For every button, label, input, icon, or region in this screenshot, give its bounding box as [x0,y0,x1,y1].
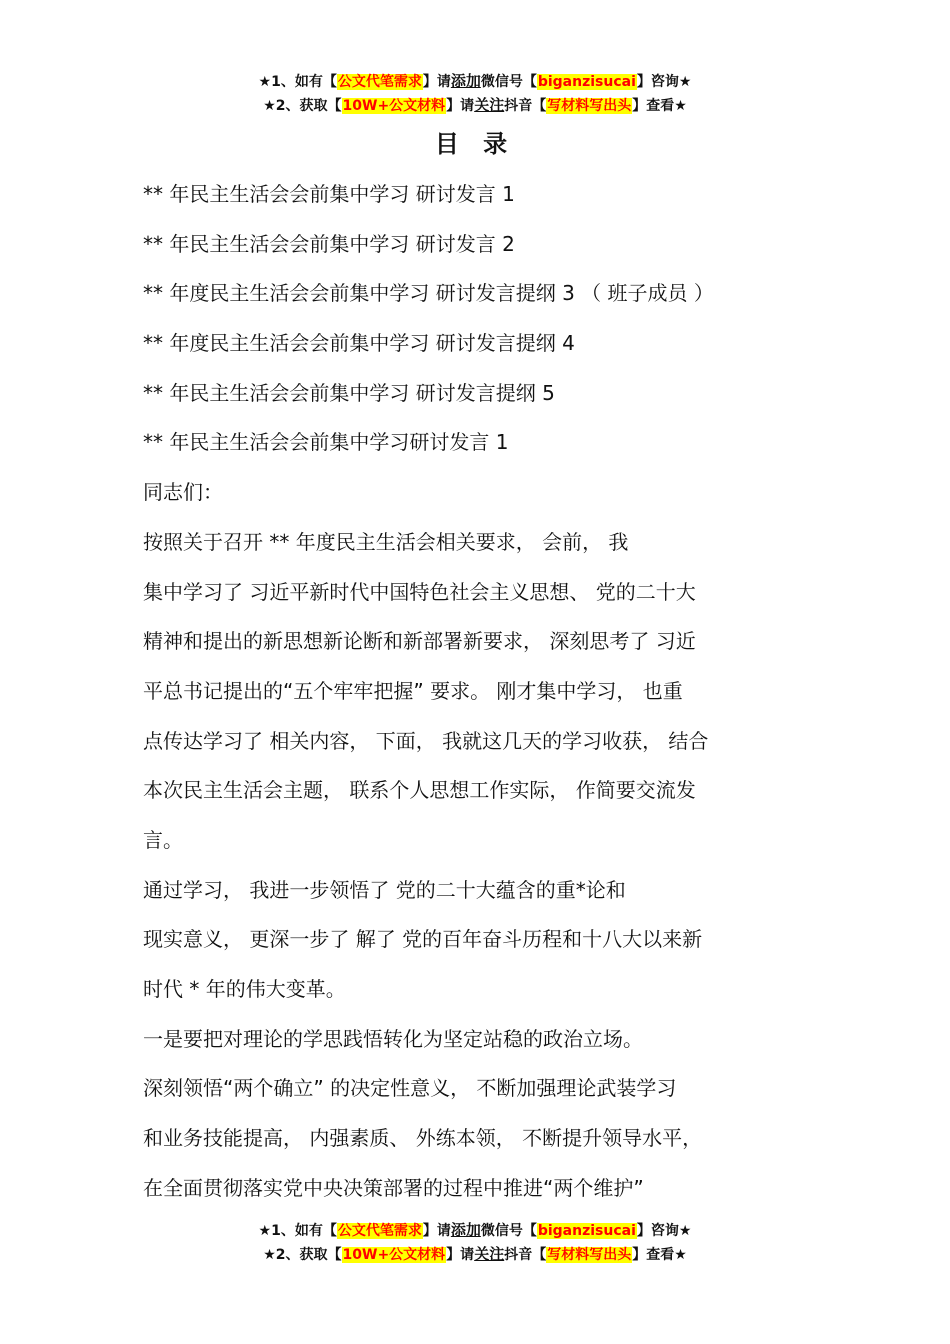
banner-highlight: biganzisucai [537,1223,636,1239]
banner-text: 】请 [446,1247,475,1263]
page-title: 目 录 [434,130,516,158]
banner-text: 】查看★ [632,1247,687,1263]
toc-entry: ** 年民主生活会会前集中学习 研讨发言 2 [143,231,515,256]
banner-highlight: 写材料写出头 [547,98,632,114]
banner-text: ★2、获取【 [263,1247,342,1263]
body-line: 时代 * 年的伟大变革。 [143,977,346,1001]
body-line: 点传达学习了 相关内容， 下面， 我就这几天的学习收获， 结合 [143,728,709,753]
body-line: 通过学习， 我进一步领悟了 党的二十大蕴含的重*论和 [143,877,626,902]
body-line: 一是要把对理论的学思践悟转化为坚定站稳的政治立场。 [143,1026,643,1051]
body-line: 同志们： [143,480,223,505]
banner-highlight: 公文代笔需求 [337,74,422,90]
toc-entry: ** 年度民主生活会会前集中学习 研讨发言提纲 3 （ 班子成员 ） [143,281,714,306]
body-line: 现实意义， 更深一步了 解了 党的百年奋斗历程和十八大以来新 [143,927,703,952]
banner-text: ★1、如有【 [258,74,337,90]
banner-highlight: 写材料写出头 [547,1247,632,1263]
body-line: 集中学习了 习近平新时代中国特色社会主义思想、 党的二十大 [143,579,696,604]
toc-entry: ** 年度民主生活会会前集中学习 研讨发言提纲 4 [143,331,575,356]
body-line: 精神和提出的新思想新论断和新部署新要求， 深刻思考了 习近 [143,629,696,654]
body-line: 平总书记提出的“五个牢牢把握” 要求。 刚才集中学习， 也重 [143,678,683,703]
toc-entry: ** 年民主生活会会前集中学习 研讨发言 1 [143,182,515,206]
banner-text: 】请 [422,1223,451,1239]
document-body [143,170,823,1213]
banner-text: ★2、获取【 [263,98,342,114]
banner-line-2 [0,1242,950,1266]
banner-highlight: biganzisucai [537,74,636,90]
banner-text: 】查看★ [632,98,687,114]
header-banner [0,69,950,117]
banner-underlined: 添加 [450,72,481,90]
toc-entry: ** 年民主生活会会前集中学习研讨发言 1 [143,430,509,455]
banner-underlined: 关注 [474,96,505,114]
banner-text: ★1、如有【 [258,1223,337,1239]
banner-text: 微信号【 [480,1223,537,1239]
banner-text: 抖音【 [504,1247,547,1263]
banner-text: 】请 [446,98,475,114]
body-line: 在全面贯彻落实党中央决策部署的过程中推进“两个维护” [143,1175,644,1200]
body-line: 言。 [143,827,183,852]
banner-highlight: 10W+公文材料 [342,98,446,114]
banner-text: 】咨询★ [636,74,692,90]
banner-text: 】咨询★ [636,1223,692,1239]
banner-highlight: 10W+公文材料 [342,1247,446,1263]
body-line: 和业务技能提高， 内强素质、 外练本领， 不断提升领导水平， [143,1126,703,1151]
body-line: 按照关于召开 ** 年度民主生活会相关要求， 会前， 我 [143,529,629,554]
toc-entry: ** 年民主生活会会前集中学习 研讨发言提纲 5 [143,380,555,405]
banner-text: 微信号【 [480,74,537,90]
banner-line-1 [0,1218,950,1242]
banner-text: 抖音【 [504,98,547,114]
banner-underlined: 关注 [474,1245,505,1263]
banner-line-1 [0,69,950,93]
body-line: 深刻领悟“两个确立” 的决定性意义， 不断加强理论武装学习 [143,1076,677,1101]
banner-highlight: 公文代笔需求 [337,1223,422,1239]
banner-line-2 [0,93,950,117]
body-line: 本次民主生活会主题， 联系个人思想工作实际， 作简要交流发 [143,778,696,803]
footer-banner [0,1218,950,1266]
banner-underlined: 添加 [450,1221,481,1239]
banner-text: 】请 [422,74,451,90]
